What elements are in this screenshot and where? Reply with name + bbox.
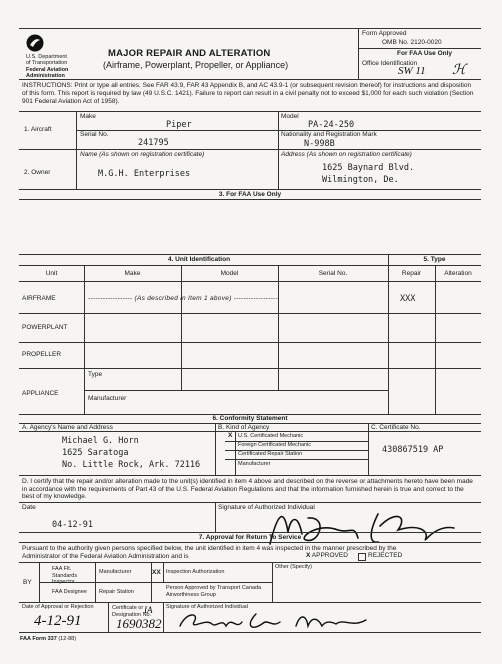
- airframe-desc-right-dashes: ------------------: [233, 295, 279, 302]
- sec7-title-rule: [19, 542, 481, 543]
- approval-cert-value: 1690382: [116, 616, 162, 631]
- serial-value: 241795: [138, 138, 169, 148]
- sec6-statement-rule: [19, 502, 481, 503]
- owner-name-label: Name (As shown on registration certificate): [80, 151, 205, 158]
- agency-line-4: Administration: [26, 73, 65, 79]
- sec1-row-rule: [76, 130, 481, 131]
- owner-address-2: Wilmington, De.: [322, 175, 399, 185]
- appliance-type-label: Type: [88, 371, 103, 378]
- certificate-no-label: C. Certificate No.: [371, 424, 421, 431]
- rejected-checkbox[interactable]: [358, 553, 366, 561]
- col-make: Make: [124, 270, 141, 277]
- serial-label: Serial No.: [80, 131, 109, 138]
- owner-address-label: Address (As shown on registration certificate): [281, 151, 412, 158]
- col-serial: Serial No.: [318, 270, 348, 277]
- airframe-repair-mark: XXX: [400, 294, 416, 304]
- conformity-date-value: 04-12-91: [52, 520, 93, 530]
- approval-col5-divider: [272, 562, 273, 602]
- approval-manufacturer: Manufacturer: [99, 569, 132, 575]
- row-appliance-type-rule: [84, 390, 388, 391]
- col-model-divider: [278, 265, 279, 390]
- owner-section-label: 2. Owner: [24, 169, 51, 176]
- agency-line-2: of Transportation: [26, 60, 68, 66]
- kind-foreign-mechanic: Foreign Certificated Mechanic: [238, 442, 312, 448]
- col-unit: Unit: [45, 270, 58, 277]
- col-repair-divider: [435, 265, 436, 414]
- agency-name-label: A. Agency's Name and Address: [22, 424, 113, 431]
- sec1-bottom-rule: [19, 149, 481, 150]
- office-identification: Office Identification: [362, 60, 418, 67]
- kind-manufacturer: Manufacturer: [238, 461, 271, 467]
- nationality-value: N-998B: [304, 139, 335, 149]
- col-model: Model: [220, 270, 239, 277]
- conformity-signature: [258, 504, 458, 550]
- footer-form-rev: (12-88): [58, 636, 77, 642]
- sec1-label-divider: [76, 111, 77, 189]
- omb-rule: [358, 48, 481, 49]
- approval-date-divider: [108, 602, 109, 632]
- omb-number: OMB No. 2120-0020: [382, 39, 442, 46]
- owner-address-1: 1625 Baynard Blvd.: [322, 163, 415, 173]
- row-propeller: PROPELLER: [22, 351, 62, 358]
- approval-cert-label-text: Certificate or Designation No.: [112, 605, 152, 618]
- sec3-title-rule: [19, 199, 481, 200]
- kind-of-agency-label: B. Kind of Agency: [218, 424, 270, 431]
- row-powerplant-rule: [19, 342, 481, 343]
- unit-id-title: 4. Unit Identification: [167, 256, 231, 263]
- inspection-authorization: Inspection Authorization: [166, 569, 225, 575]
- airframe-desc: [88, 296, 278, 303]
- approval-bottom-rule: [19, 602, 481, 603]
- form-title: MAJOR REPAIR AND ALTERATION: [108, 48, 271, 59]
- kind-row-3-rule: [225, 459, 368, 460]
- rejected-label: REJECTED: [368, 552, 403, 559]
- sec1-mid-divider: [278, 111, 279, 189]
- approval-signature: [176, 610, 376, 634]
- approval-final-rule: [19, 632, 481, 633]
- footer-form-name: FAA Form 337: [20, 636, 57, 642]
- aircraft-section-label: 1. Aircraft: [24, 126, 52, 133]
- nationality-label: Nationality and Registration Mark: [281, 131, 377, 138]
- appliance-mfr-label: Manufacturer: [88, 395, 127, 402]
- office-id-initials: ℋ: [452, 63, 466, 78]
- approval-date-label: Date of Approval or Rejection: [22, 604, 94, 610]
- type-title: 5. Type: [423, 256, 446, 263]
- model-value: PA-24-250: [308, 120, 355, 130]
- agency-line-3: Federal Aviation: [26, 67, 69, 73]
- conformity-title: 6. Conformity Statement: [212, 415, 288, 422]
- row-powerplant: POWERPLANT: [22, 324, 68, 331]
- airframe-desc-text: (As described in Item 1 above): [134, 295, 232, 302]
- owner-name-value: M.G.H. Enterprises: [98, 169, 191, 179]
- approval-signature-label: Signature of Authorized Individual: [166, 604, 248, 610]
- repair-station: Repair Station: [99, 589, 134, 595]
- row-appliance: APPLIANCE: [22, 390, 59, 397]
- row-airframe: AIRFRAME: [22, 295, 56, 302]
- other-specify: Other (Specify): [275, 564, 312, 570]
- conformity-signature-label: Signature of Authorized Individual: [218, 504, 315, 511]
- agency-address-2: No. Little Rock, Ark. 72116: [62, 460, 201, 470]
- make-value: Piper: [166, 120, 192, 130]
- faa-use-only: For FAA Use Only: [397, 50, 453, 57]
- row-airframe-rule: [19, 313, 481, 314]
- model-label: Model: [281, 113, 299, 120]
- kind-checked-mark: X: [228, 432, 233, 439]
- instructions: INSTRUCTIONS: Print or type all entries. See FAR 43.9, FAR 43 Appendix B, and AC 43.9-1 (or subsequent revision thereof) for instructions and disposition of this form. This report is required by law (49 U.S.C. 1421). Failure to report can result in a civil penalty not to exceed $1,000 for each such violation (Section 901 Federal Aviation Act of 1958).: [22, 82, 474, 105]
- agency-line-1: U.S. Department: [26, 54, 67, 60]
- sec4-header-rule: [19, 281, 481, 282]
- fsi-label: FAA Flt. Standards Inspector: [52, 566, 78, 585]
- header-right-divider: [358, 28, 359, 79]
- certification-statement: D. I certify that the repair and/or alteration made to the unit(s) identified in item 4 above and described on the reverse or attachments hereto have been made in accordance with the requirements of Part 43 of the U.S. Federal Aviation Regulations and that the information furnished herein is true and correct to the best of my knowledge.: [22, 478, 473, 500]
- certificate-no-value: 430867519 AP: [382, 445, 444, 455]
- approved-mark: X: [306, 552, 311, 559]
- row-propeller-rule: [19, 368, 481, 369]
- sec7-statement-rule: [19, 562, 481, 563]
- form-approved: Form Approved: [362, 30, 407, 37]
- manufacturer-mark: XX: [152, 569, 161, 576]
- header-bottom-rule: [19, 79, 481, 80]
- header-top-rule: [19, 28, 481, 29]
- agency-address-1: 1625 Saratoga: [62, 448, 129, 458]
- kind-repair-station: Certificated Repair Station: [238, 451, 303, 457]
- sec3-bottom-rule: [19, 254, 481, 255]
- kind-check-col: [235, 431, 236, 475]
- conformity-date-label: Date: [22, 504, 36, 511]
- instructions-rule: [19, 111, 481, 112]
- col-alteration: Alteration: [444, 270, 472, 277]
- faa-use-title: 3. For FAA Use Only: [218, 191, 282, 198]
- sec6-date-sig-divider: [215, 502, 216, 532]
- office-id-value: SW 11: [398, 65, 426, 77]
- faa-designee: FAA Designee: [52, 589, 87, 595]
- footer-form: [20, 637, 76, 643]
- kind-us-mechanic: U.S. Certificated Mechanic: [238, 433, 304, 439]
- sec2-bottom-rule: [19, 189, 481, 190]
- col-unit-divider: [84, 265, 85, 414]
- sec6-bottom-rule: [19, 532, 481, 533]
- approval-cert-suffix: IA: [144, 605, 153, 615]
- agency-name: Michael G. Horn: [62, 436, 139, 446]
- by-label: BY: [23, 579, 32, 586]
- airframe-desc-left-dashes: ------------------: [88, 295, 133, 302]
- approved-label: APPROVED: [311, 552, 348, 559]
- col-repair: Repair: [401, 270, 422, 277]
- approval-statement: Pursuant to the authority given persons specified below, the unit identified in item 4 was inspected in the manner prescribed by the Administrator of the Federal Aviation Administration and is: [22, 545, 397, 560]
- sec6-col2-divider: [368, 423, 369, 475]
- approval-date-value: 4-12-91: [34, 613, 82, 629]
- approved-check: [306, 553, 348, 560]
- col-make-divider: [181, 265, 182, 390]
- col-type-divider: [388, 254, 389, 414]
- approval-col4-divider: [163, 562, 164, 582]
- approval-cert-divider: [163, 602, 164, 632]
- dot-logo-icon: [26, 34, 44, 52]
- approval-title: 7. Approval for Return To Service: [198, 534, 302, 541]
- sec6-col1-divider: [215, 423, 216, 475]
- form-subtitle: (Airframe, Powerplant, Propeller, or Appliance): [103, 60, 289, 70]
- sec4-title-rule: [19, 265, 481, 266]
- sec6-abc-bottom-rule: [19, 475, 481, 476]
- transport-canada: Person Approved by Transport Canada Airworthiness Group: [166, 585, 262, 598]
- make-label: Make: [80, 113, 96, 120]
